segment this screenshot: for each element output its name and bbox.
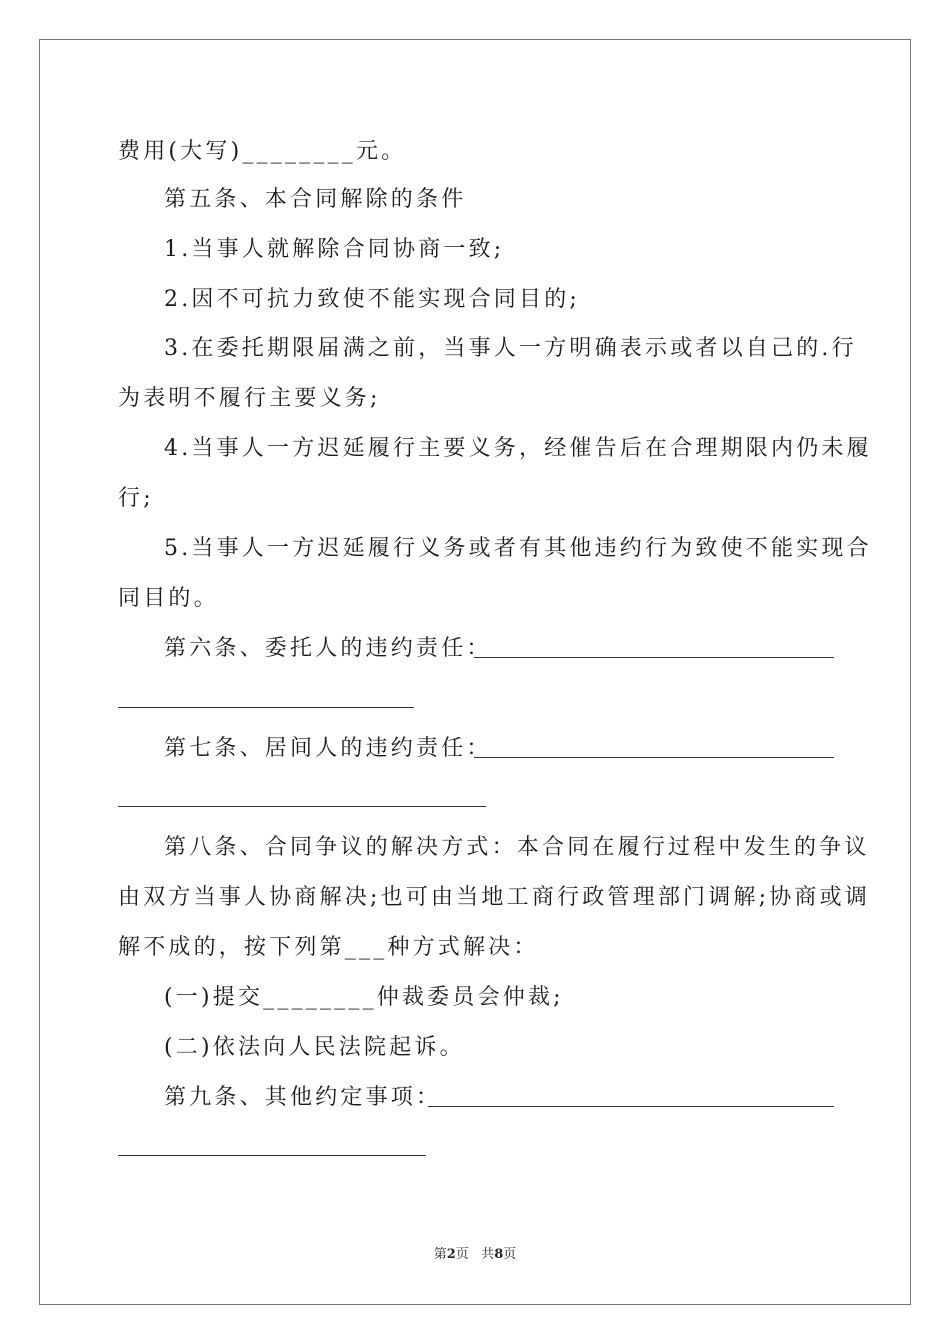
article-7-blank-1 — [474, 757, 834, 758]
clause-3-line-1: 3.在委托期限届满之前，当事人一方明确表示或者以自己的.行 — [164, 336, 857, 361]
total-pages: 8 — [494, 1247, 504, 1262]
article-9-blank-1 — [428, 1106, 834, 1107]
page-border — [39, 39, 911, 1305]
clause-4-line-2: 行; — [118, 486, 154, 511]
article-6-heading: 第六条、委托人的违约责任： — [164, 636, 492, 661]
clause-5-line-2: 同目的。 — [118, 586, 219, 611]
article-7-heading: 第七条、居间人的违约责任： — [164, 736, 492, 761]
page-footer — [0, 1243, 950, 1262]
clause-1: 1.当事人就解除合同协商一致; — [164, 237, 505, 262]
article-9-heading: 第九条、其他约定事项： — [164, 1085, 442, 1110]
page-prefix: 第 — [433, 1247, 447, 1262]
article-7-blank-2 — [118, 806, 486, 807]
article-5-heading: 第五条、本合同解除的条件 — [164, 187, 467, 212]
page-number: 2 — [446, 1247, 456, 1262]
article-9-blank-2 — [118, 1155, 426, 1156]
article-6-blank-1 — [474, 657, 834, 658]
total-prefix: 共 — [481, 1247, 495, 1262]
fee-line: 费用(大写)________元。 — [118, 139, 407, 164]
clause-4-line-1: 4.当事人一方迟延履行主要义务，经催告后在合理期限内仍未履 — [164, 436, 872, 461]
clause-2: 2.因不可抗力致使不能实现合同目的; — [164, 287, 581, 312]
article-8-line-1: 第八条、合同争议的解决方式：本合同在履行过程中发生的争议 — [164, 835, 870, 860]
page-suffix: 页 — [455, 1247, 469, 1262]
clause-5-line-1: 5.当事人一方迟延履行义务或者有其他违约行为致使不能实现合 — [164, 536, 872, 561]
article-8-line-3: 解不成的，按下列第___种方式解决： — [118, 935, 539, 960]
article-6-blank-2 — [118, 707, 414, 708]
option-2: (二)依法向人民法院起诉。 — [164, 1035, 465, 1060]
clause-3-line-2: 为表明不履行主要义务; — [118, 386, 381, 411]
option-1: (一)提交________仲裁委员会仲裁; — [164, 985, 564, 1010]
total-suffix: 页 — [503, 1247, 517, 1262]
article-8-line-2: 由双方当事人协商解决;也可由当地工商行政管理部门调解;协商或调 — [118, 885, 871, 910]
